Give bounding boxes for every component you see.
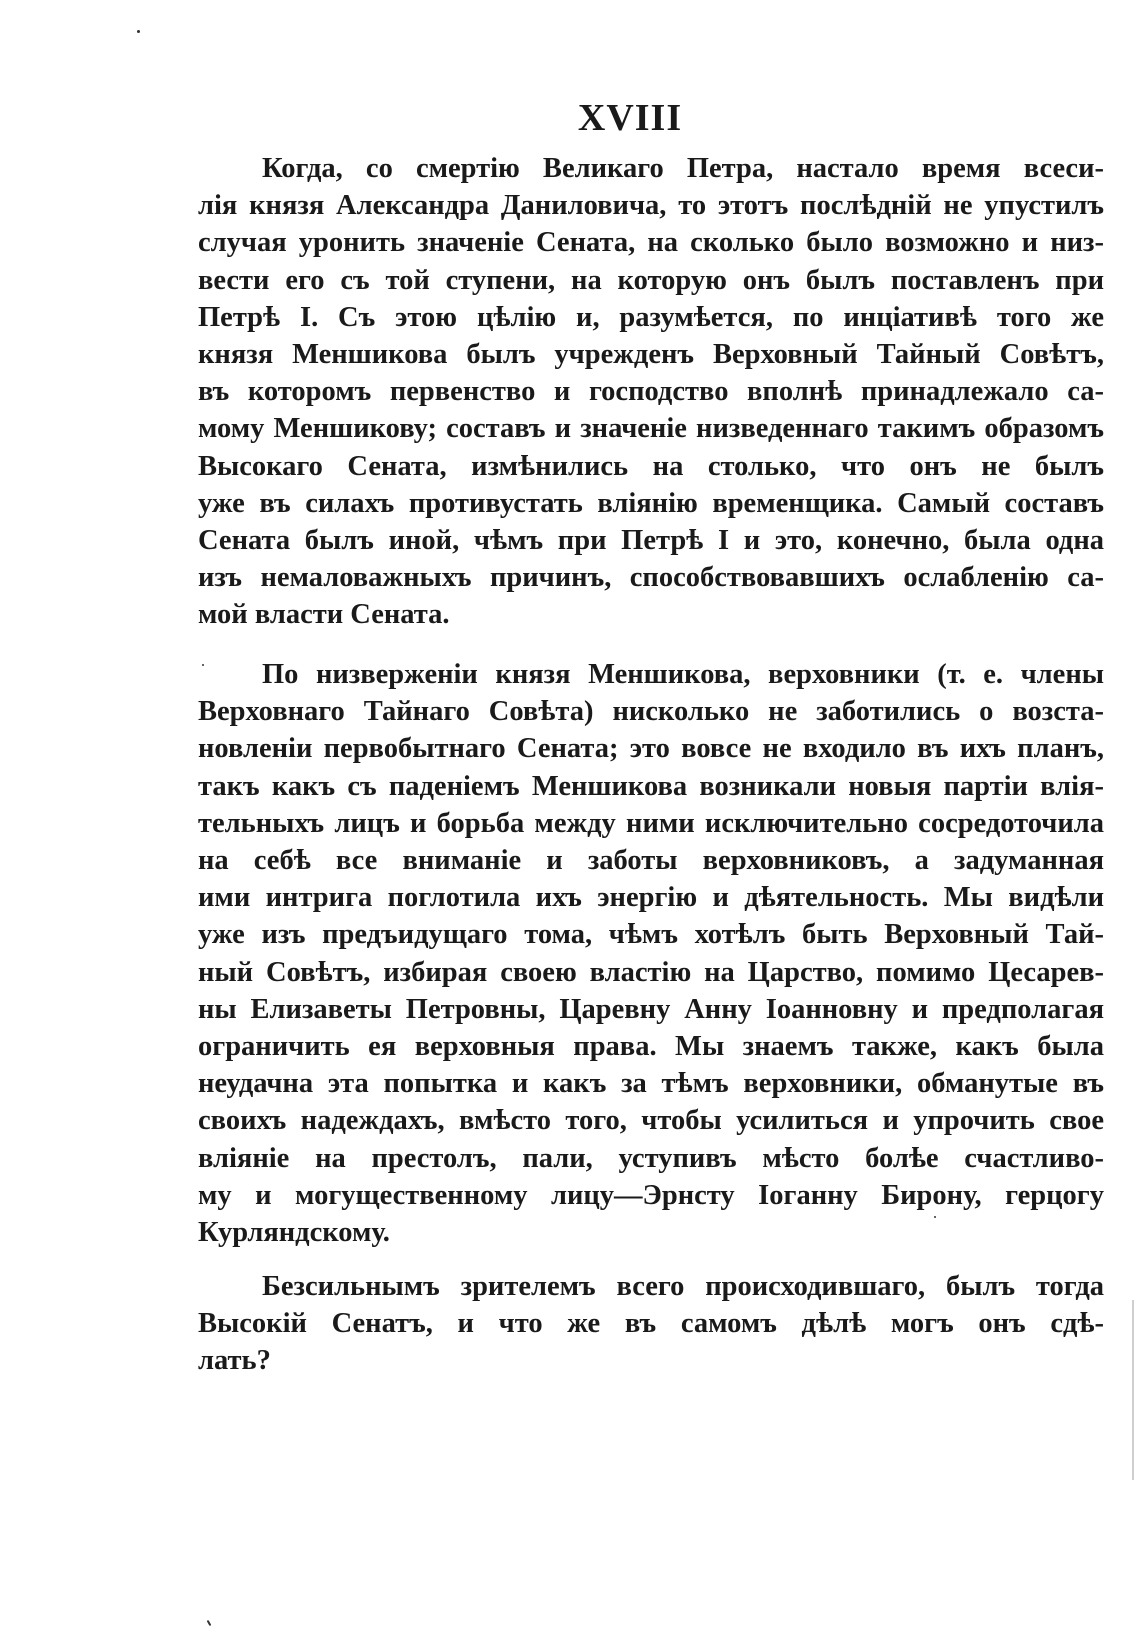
text-line: неудачна эта попытка и какъ за тѣмъ верховники, обманутые въ <box>198 1068 1104 1100</box>
scan-speck <box>934 1216 936 1218</box>
text-line: изъ немаловажныхъ причинъ, способствовавшихъ ослабленію са- <box>198 562 1104 594</box>
text-line: новленіи первобытнаго Сената; это вовсе не входило въ ихъ планъ, <box>198 733 1104 765</box>
text-line: случая уронить значеніе Сената, на сколько было возможно и низ- <box>198 227 1104 259</box>
text-line: вести его съ той ступени, на которую онъ былъ поставленъ при <box>198 264 1104 296</box>
paragraph-2 <box>198 656 1104 1251</box>
text-line: лія князя Александра Даниловича, то этотъ послѣдній не упустилъ <box>198 190 1104 222</box>
text-line: му и могущественному лицу—Эрнсту Іоганну Бирону, герцогу <box>198 1179 1104 1211</box>
text-line: въ которомъ первенство и господство вполнѣ принадлежало са- <box>198 376 1104 408</box>
chapter-title: XVIII <box>577 97 683 139</box>
text-line: князя Меншикова былъ учрежденъ Верховный Тайный Совѣтъ, <box>198 339 1104 371</box>
text-line: По низверженіи князя Меншикова, верховники (т. е. члены <box>262 659 1104 690</box>
scan-edge-mark <box>1132 1300 1134 1480</box>
text-line: ны Елизаветы Петровны, Царевну Анну Іоанновну и предполагая <box>198 993 1104 1025</box>
text-line: Верховнаго Тайнаго Совѣта) нисколько не заботились о возста- <box>198 696 1104 728</box>
text-line: уже въ силахъ противустать вліянію временщика. Самый составъ <box>198 487 1104 519</box>
text-line: Высокій Сенатъ, и что же въ самомъ дѣлѣ могъ онъ сдѣ- <box>198 1308 1104 1340</box>
text-line: Сената былъ иной, чѣмъ при Петрѣ I и это, конечно, была одна <box>198 525 1104 557</box>
text-line: уже изъ предъидущаго тома, чѣмъ хотѣлъ быть Верховный Тай- <box>198 919 1104 951</box>
scan-speck <box>137 30 140 33</box>
text-line: Высокаго Сената, измѣнились на столько, что онъ не былъ <box>198 450 1104 482</box>
text-line: Курляндскому. <box>198 1217 390 1249</box>
scan-speck <box>202 664 204 666</box>
text-line: ограничить ея верховныя права. Мы знаемъ также, какъ была <box>198 1031 1104 1063</box>
text-line: на себѣ все вниманіе и заботы верховниковъ, а задуманная <box>198 845 1104 877</box>
text-line: Когда, со смертію Великаго Петра, настало время всеси- <box>262 153 1104 184</box>
text-line: ими интрига поглотила ихъ энергію и дѣятельность. Мы видѣли <box>198 882 1104 914</box>
text-line: лать? <box>198 1345 271 1377</box>
paragraph-3 <box>198 1268 1104 1380</box>
text-line: вліяніе на престолъ, пали, уступивъ мѣсто болѣе счастливо- <box>198 1142 1104 1174</box>
text-line: Безсильнымъ зрителемъ всего происходившаго, былъ тогда <box>262 1271 1104 1302</box>
text-line: такъ какъ съ паденіемъ Меншикова возникали новыя партіи влія- <box>198 770 1104 802</box>
text-line: мому Меншикову; составъ и значеніе низведеннаго такимъ образомъ <box>198 413 1104 445</box>
text-line: Петрѣ I. Съ этою цѣлію и, разумѣется, по инціативѣ того же <box>198 301 1104 333</box>
text-line: ный Совѣтъ, избирая своею властію на Царство, помимо Цесарев- <box>198 956 1104 988</box>
text-line: тельныхъ лицъ и борьба между ними исключительно сосредоточила <box>198 807 1104 839</box>
text-line: своихъ надеждахъ, вмѣсто того, чтобы усилиться и упрочить свое <box>198 1105 1104 1137</box>
text-line: мой власти Сената. <box>198 599 450 631</box>
paragraph-1 <box>198 150 1104 634</box>
scan-speck <box>207 1620 212 1626</box>
